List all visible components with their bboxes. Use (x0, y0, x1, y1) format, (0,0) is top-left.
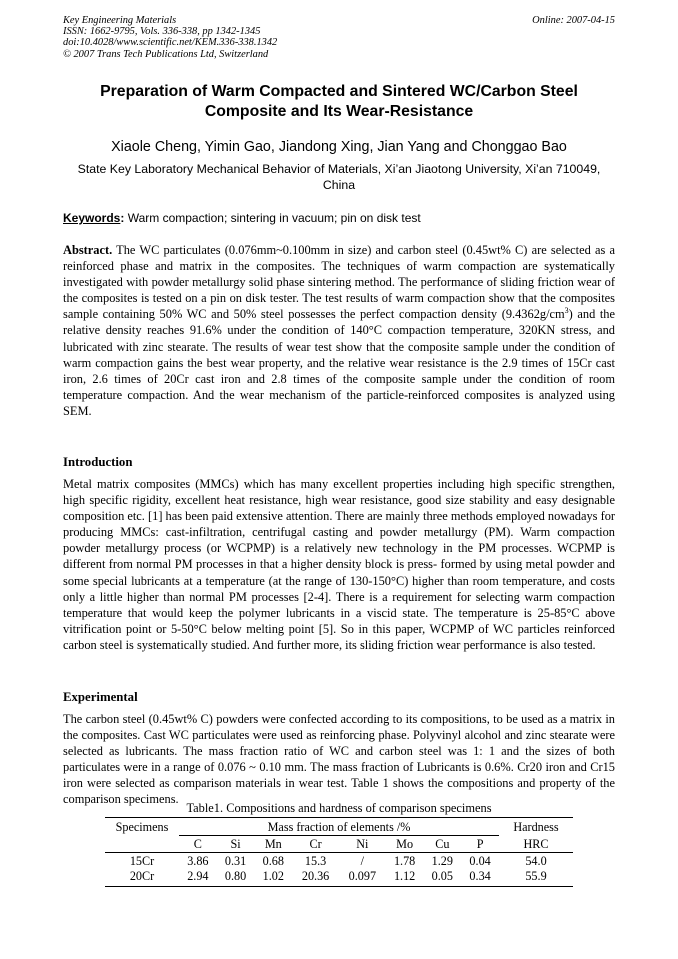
table-header-specimens: Specimens (105, 818, 179, 836)
table-header-hardness: Hardness (499, 818, 573, 836)
table-subheader-row (105, 836, 573, 853)
table-cell: 15.3 (292, 853, 339, 870)
journal-header (63, 15, 277, 60)
element-header: Cu (423, 836, 461, 853)
table-cell: 0.34 (461, 869, 499, 887)
authors: Xiaole Cheng, Yimin Gao, Jiandong Xing, Jian Yang and Chonggao Bao (111, 139, 567, 155)
table-cell: 1.12 (386, 869, 424, 887)
keywords (63, 210, 615, 226)
element-header: C (179, 836, 217, 853)
table-cell: 3.86 (179, 853, 217, 870)
experimental-section (63, 689, 615, 808)
table-cell: 0.31 (217, 853, 255, 870)
table-cell: 0.097 (339, 869, 386, 887)
abstract (63, 242, 615, 419)
table-cell: 0.05 (423, 869, 461, 887)
table-cell: 2.94 (179, 869, 217, 887)
table-cell: 0.68 (254, 853, 292, 870)
experimental-heading: Experimental (63, 690, 138, 704)
table-cell: 1.02 (254, 869, 292, 887)
element-header: P (461, 836, 499, 853)
introduction-text: Metal matrix composites (MMCs) which has many excellent properties including high specific strengthen, high specific rigidity, excellent heat resistance, high wear resistance, good size stability and easy designable composition etc. [1] has been paid extensive attention. There are mainly three methods employed nowadays for producing MMCs: cast-infiltration, centrifugal casting and powder metallurgy (PM). Warm compaction powder metallurgy process (or WCPMP) is a relatively new technology in the PM processes. WCPMP is different from normal PM processes in that a higher density block is press- formed by using metal powder and some special lubricants at a temperature (at the range of 130-150°C) higher than room temperature, and costs only a little higher than normal PM processes [2-4]. There is a requirement for selecting warm compaction temperature that would keep the polymer lubricants in a viscid state. The temperature is 25-85°C above vitrification point or 5-50°C below melting point [5]. So in this paper, WCPMP of WC particles reinforced carbon steel is systematically studied. And further more, its sliding friction wear performance is also tested. (63, 477, 616, 652)
element-header: Mn (254, 836, 292, 853)
title-line-2: Composite and Its Wear-Resistance (204, 103, 474, 120)
table-header-mass-fraction: Mass fraction of elements /% (179, 818, 499, 836)
abstract-label: Abstract. (63, 243, 113, 257)
copyright-line: © 2007 Trans Tech Publications Ltd, Switzerland (63, 48, 269, 60)
hardness-value: 54.0 (499, 853, 573, 870)
hardness-unit: HRC (523, 836, 549, 851)
hardness-value: 55.9 (499, 869, 573, 887)
paper-title (63, 82, 615, 122)
table-cell: / (339, 853, 386, 870)
online-date: Online: 2007-04-15 (532, 15, 615, 26)
journal-name: Key Engineering Materials (63, 15, 177, 26)
experimental-text: The carbon steel (0.45wt% C) powders were confected according to its compositions, to be used as a matrix in the composites. Cast WC particulates were used as reinforcing phase. Polyvinyl alcohol and zinc stearate were selected as lubricants. The mass fraction ratio of WC and carbon steel was 1: 1 and the sizes of both particulates were in a range of 0.076 ~ 0.10 mm. The mass fraction of Lubricants is 0.6%. Cr20 iron and Cr15 iron were selected as comparison materials in wear test. Table 1 shows the compositions and property of the comparison specimens. (63, 712, 615, 807)
element-header: Si (217, 836, 255, 853)
issn-line: ISSN: 1662-9795, Vols. 336-338, pp 1342-1345 (63, 26, 261, 38)
element-header: Mo (386, 836, 424, 853)
composition-table (105, 817, 573, 887)
introduction-heading: Introduction (63, 455, 133, 469)
specimen-name: 20Cr (105, 869, 179, 887)
element-header: Ni (339, 836, 386, 853)
element-header: Cr (292, 836, 339, 853)
keywords-text: Warm compaction; sintering in vacuum; pin on disk test (124, 211, 421, 225)
abstract-superscript: 3 (564, 306, 569, 316)
specimen-name: 15Cr (105, 853, 179, 870)
doi-line: doi:10.4028/www.scientific.net/KEM.336-338.1342 (63, 37, 278, 49)
abstract-text-b: ) and the relative density reaches 91.6% under the condition of 140°C compaction temperature, 320KN stress, and lubricated with zinc stearate. The results of wear test show that the composite sample under the condition of warm compaction gains the best wear property, and the relative wear resistance is the 2.9 times of 15Cr cast iron, 2.6 times of 20Cr cast iron and 2.8 times of the composite sample under the condition of room temperature compaction. And the wear mechanism of the particle-reinforced composites is analyzed using SEM. (63, 307, 615, 418)
title-line-1: Preparation of Warm Compacted and Sintered WC/Carbon Steel (100, 83, 578, 100)
table-cell: 0.04 (461, 853, 499, 870)
table-row (105, 869, 573, 887)
table-caption: Table1. Compositions and hardness of comparison specimens (186, 801, 492, 815)
table-cell: 1.78 (386, 853, 424, 870)
affiliation: State Key Laboratory Mechanical Behavior of Materials, Xi’an Jiaotong University, Xi’an 710049, China (77, 162, 601, 192)
abstract-text-a: The WC particulates (0.076mm~0.100mm in size) and carbon steel (0.45wt% C) are selected as a reinforced phase and matrix in the composites. The techniques of warm compaction are systematically investigated with powder metallurgy solid phase sintering method. The performance of sliding friction wear of the composites is tested on a pin on disk tester. The test results of warm compaction show that the composites sample containing 50% WC and 50% steel possesses the perfect compaction density (9.4362g/cm (63, 243, 615, 322)
keywords-colon: : (120, 211, 125, 225)
introduction-section (63, 454, 615, 653)
table-header-row (105, 818, 573, 836)
table-cell: 0.80 (217, 869, 255, 887)
keywords-label: Keywords (63, 211, 121, 225)
table-cell: 20.36 (292, 869, 339, 887)
table-row (105, 853, 573, 870)
table-cell: 1.29 (423, 853, 461, 870)
